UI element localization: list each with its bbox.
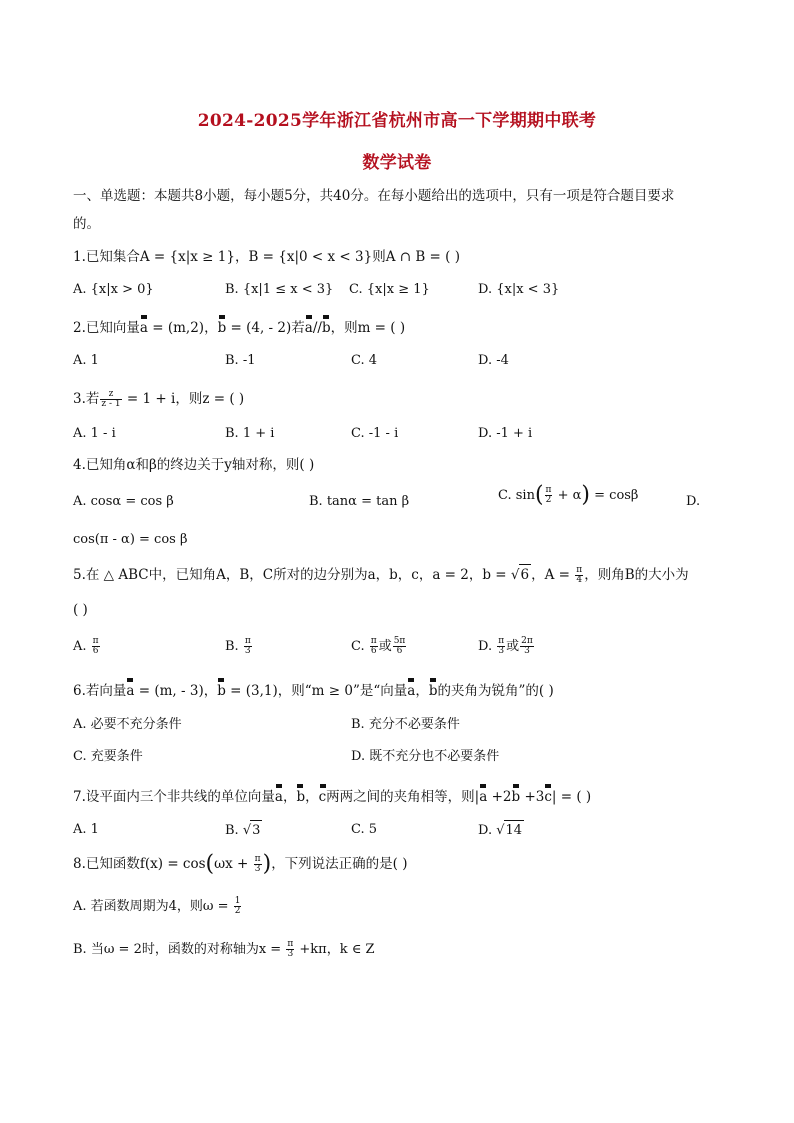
right-paren: ) (581, 482, 590, 508)
sqrt-radicand: 6 (519, 564, 532, 585)
left-paren: ( (205, 851, 215, 877)
q4-stem: 4.已知角α和β的终边关于y轴对称，则( ) (73, 457, 315, 473)
q4-option-a: A. cosα = cos β (73, 494, 174, 509)
q1-stem: 1.已知集合A = {x|x ≥ 1}，B = {x|0 < x < 3}则A ∩ B = ( ) (73, 249, 460, 265)
q6-option-d: D. 既不充分也不必要条件 (351, 749, 500, 764)
vector-b: b (321, 320, 331, 336)
q3-stem-part: = 1 + i，则z = ( ) (122, 391, 245, 407)
q6-option-b: B. 充分不必要条件 (351, 717, 460, 732)
q7-stem-part: 两两之间的夹角相等，则| (326, 789, 480, 805)
fraction (545, 486, 553, 505)
right-paren: ) (262, 851, 272, 877)
numerator: 5π (393, 636, 406, 646)
vector-b: b (217, 320, 227, 336)
q7-stem (73, 787, 591, 807)
q7-option-c: C. 5 (351, 822, 378, 837)
q7-stem-part: +3 (520, 789, 545, 805)
fraction (393, 637, 407, 656)
sqrt-radicand: 14 (504, 820, 525, 841)
fraction (520, 637, 534, 656)
q7-stem-part: +2 (487, 789, 512, 805)
q7-option-a: A. 1 (73, 822, 99, 837)
sqrt-radicand: 3 (250, 820, 262, 841)
fraction (234, 897, 242, 916)
or-text: 或 (506, 639, 520, 654)
fraction (254, 855, 262, 874)
section-heading-line2: 的。 (73, 216, 100, 232)
numerator: π (370, 636, 377, 646)
q6-option-a: A. 必要不充分条件 (73, 717, 182, 732)
q8-stem (73, 851, 408, 877)
option-label: C. (351, 639, 365, 654)
q7-stem-part: ， (305, 789, 319, 805)
denominator: 6 (370, 646, 377, 656)
denominator: 2 (545, 495, 552, 505)
or-text: 或 (378, 639, 392, 654)
q3-stem-part: 3.若 (73, 391, 100, 407)
q4-option-b: B. tanα = tan β (309, 494, 410, 509)
exam-subtitle: 数学试卷 (362, 153, 432, 173)
denominator: 3 (524, 646, 530, 656)
q3-stem (73, 389, 244, 409)
vector-c: c (318, 789, 327, 805)
q4-option-c-part: + α (553, 488, 582, 503)
q3-option-a: A. 1 - i (73, 426, 116, 441)
fraction (575, 566, 583, 585)
denominator: 3 (244, 646, 251, 656)
numerator: 1 (234, 896, 241, 906)
option-label: A. (73, 639, 87, 654)
q2-stem-part: // (312, 320, 322, 336)
q2-option-b: B. -1 (225, 353, 256, 368)
fraction (100, 390, 121, 409)
q6-stem-part: ， (415, 683, 429, 699)
q5-stem-part: ，A = (531, 567, 575, 583)
section-heading-line1: 一、单选题：本题共8小题，每小题5分，共40分。在每小题给出的选项中，只有一项是符合题目要求 (73, 188, 675, 204)
q1-option-d: D. {x|x < 3} (478, 282, 560, 297)
q5-stem-line2: ( ) (73, 602, 88, 618)
vector-b: b (511, 789, 521, 805)
fraction (370, 637, 378, 656)
vector-a: a (479, 789, 488, 805)
numerator: π (545, 485, 552, 495)
q5-option-c (351, 637, 407, 657)
fraction (92, 637, 100, 656)
q7-option-b (225, 820, 262, 841)
q8-option-b (73, 940, 375, 960)
q6-option-c: C. 充要条件 (73, 749, 143, 764)
q6-stem-part: = (m, - 3)， (134, 683, 218, 699)
denominator: 3 (498, 646, 505, 656)
q5-option-d (478, 637, 535, 657)
q2-option-d: D. -4 (478, 353, 509, 368)
q8-option-b-part: +kπ，k ∈ Z (295, 942, 375, 957)
option-label: D. (478, 639, 493, 654)
q7-stem-part: | = ( ) (551, 789, 592, 805)
denominator: z - 1 (101, 399, 121, 409)
numerator: π (287, 939, 294, 949)
q3-option-c: C. -1 - i (351, 426, 399, 441)
q5-stem-part: ，则角B的大小为 (584, 567, 689, 583)
numerator: π (254, 854, 261, 864)
q6-stem (73, 681, 554, 701)
q8-option-b-part: B. 当ω = 2时，函数的对称轴为x = (73, 942, 286, 957)
denominator: 3 (287, 949, 294, 959)
q5-stem-part: 5.在 △ ABC中，已知角A，B，C所对的边分别为a，b，c，a = 2，b = (73, 567, 511, 583)
vector-c: c (544, 789, 552, 805)
q2-stem (73, 318, 405, 338)
q4-option-d: cos(π - α) = cos β (73, 532, 188, 547)
denominator: 2 (234, 906, 241, 916)
vector-a: a (126, 683, 135, 699)
q6-stem-part: = (3,1)，则“m ≥ 0”是“向量 (225, 683, 408, 699)
vector-a: a (304, 320, 313, 336)
q1-option-a: A. {x|x > 0} (73, 282, 154, 297)
q2-stem-part: 2.已知向量 (73, 320, 140, 336)
fraction (286, 940, 294, 959)
denominator: 6 (396, 646, 403, 656)
q2-stem-part: = (m,2)， (147, 320, 218, 336)
q6-stem-part: 的夹角为锐角”的( ) (437, 683, 554, 699)
q4-option-c-part: = cosβ (590, 488, 639, 503)
numerator: 2π (521, 636, 533, 646)
sqrt-sign: √ (242, 823, 252, 838)
vector-b: b (428, 683, 438, 699)
vector-a: a (139, 320, 148, 336)
q3-option-d: D. -1 + i (478, 426, 533, 441)
option-label: D. (478, 823, 493, 838)
q6-stem-part: 6.若向量 (73, 683, 127, 699)
option-label: B. (225, 823, 239, 838)
vector-a: a (274, 789, 283, 805)
q2-option-c: C. 4 (351, 353, 378, 368)
q5-stem (73, 564, 689, 585)
numerator: z (100, 390, 121, 400)
q2-stem-part: ，则m = ( ) (330, 320, 406, 336)
q7-stem-part: ， (282, 789, 297, 805)
denominator: 6 (92, 646, 99, 656)
option-label: B. (225, 639, 239, 654)
q8-stem-part: ，下列说法正确的是( ) (271, 856, 408, 872)
fraction (244, 637, 252, 656)
q2-stem-part: = (4, - 2)若 (226, 320, 305, 336)
numerator: π (576, 565, 583, 575)
q5-option-b (225, 637, 253, 657)
vector-b: b (296, 789, 306, 805)
sqrt-sign: √ (496, 823, 505, 838)
q8-option-a-part: A. 若函数周期为4，则ω = (73, 899, 233, 914)
q3-option-b: B. 1 + i (225, 426, 275, 441)
q4-option-c-part: C. sin (498, 488, 535, 503)
q8-stem-part: ωx + (214, 856, 253, 872)
q1-option-c: C. {x|x ≥ 1} (349, 282, 430, 297)
vector-b: b (217, 683, 226, 699)
q4-option-d-label: D. (686, 494, 701, 509)
q7-stem-part: 7.设平面内三个非共线的单位向量 (73, 789, 275, 805)
numerator: π (92, 636, 99, 646)
q8-stem-part: 8.已知函数f(x) = cos (73, 856, 206, 872)
q7-option-d (478, 820, 524, 841)
q4-option-c (498, 482, 639, 508)
q2-option-a: A. 1 (73, 353, 99, 368)
numerator: π (498, 636, 505, 646)
denominator: 3 (254, 864, 261, 874)
sqrt-sign: √ (510, 567, 520, 583)
fraction (497, 637, 505, 656)
vector-a: a (407, 683, 416, 699)
q5-option-a (73, 637, 101, 657)
q8-option-a (73, 897, 242, 917)
denominator: 4 (576, 575, 583, 585)
numerator: π (244, 636, 251, 646)
left-paren: ( (534, 482, 544, 508)
q1-option-b: B. {x|1 ≤ x < 3} (225, 282, 334, 297)
exam-title: 2024-2025学年浙江省杭州市高一下学期期中联考 (197, 111, 597, 131)
